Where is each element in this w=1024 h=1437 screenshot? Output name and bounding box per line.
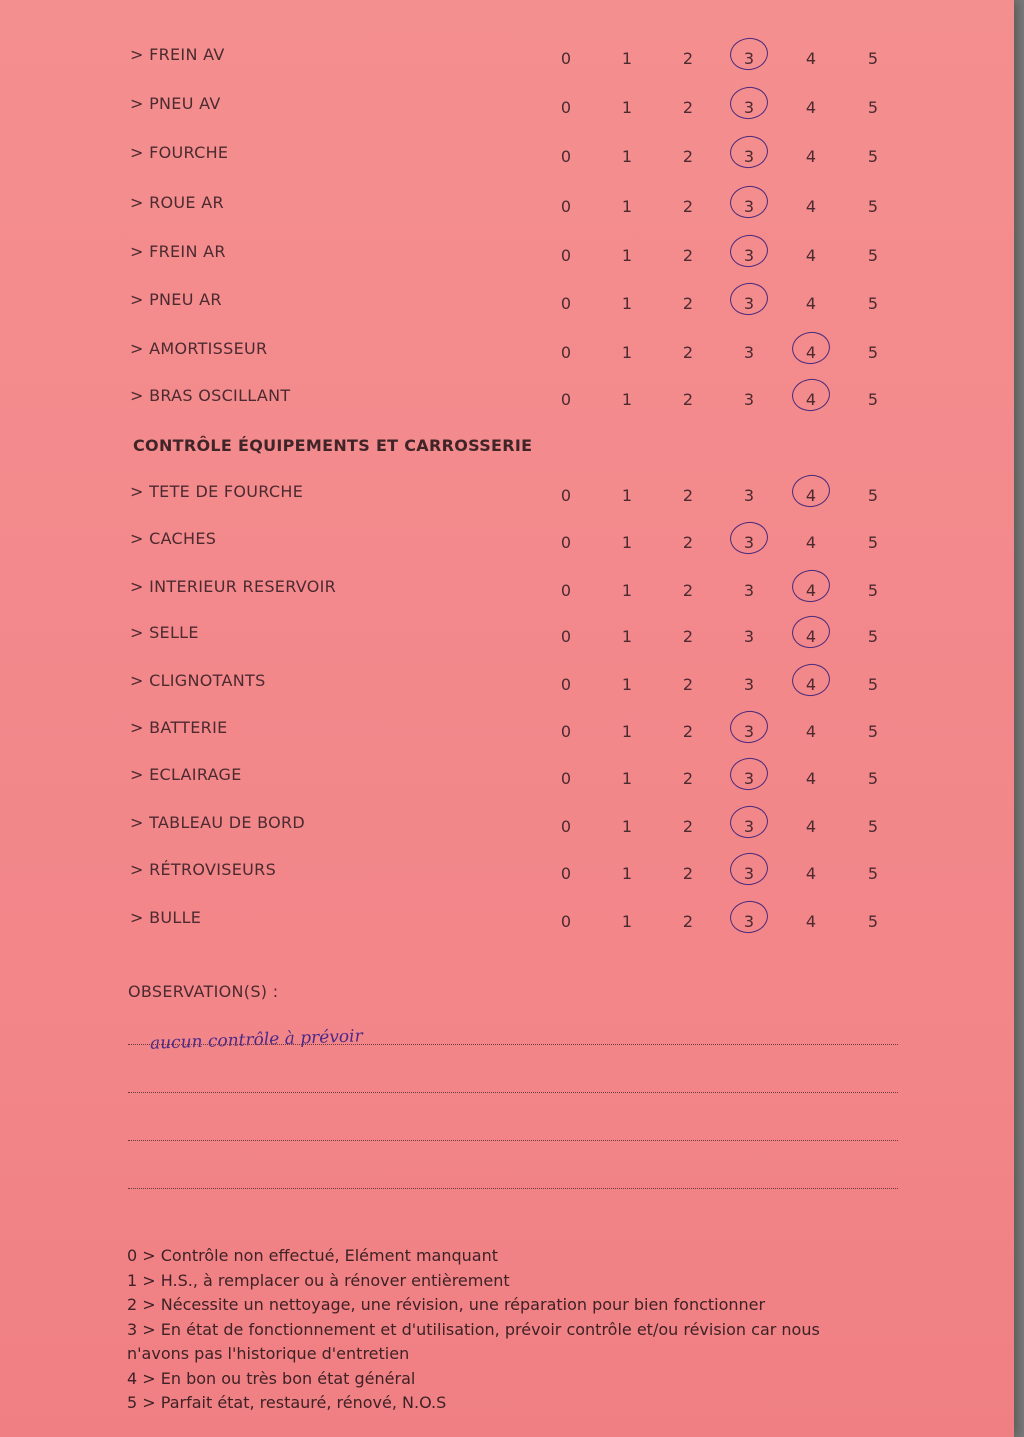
score-option: 5 <box>867 581 879 600</box>
score-option: 2 <box>682 675 694 694</box>
score-option: 4 <box>796 343 826 362</box>
checklist-row <box>0 482 1014 512</box>
score-option: 3 <box>743 343 755 362</box>
legend-line: n'avons pas l'historique d'entretien <box>127 1344 410 1363</box>
score-option: 2 <box>682 817 694 836</box>
item-label: > TABLEAU DE BORD <box>130 813 306 832</box>
score-option: 5 <box>867 627 879 646</box>
checklist-row <box>0 45 1014 75</box>
score-option: 4 <box>805 294 817 313</box>
score-option: 4 <box>805 769 817 788</box>
item-label: > FREIN AR <box>130 242 226 261</box>
score-option: 0 <box>560 864 572 883</box>
score-option: 0 <box>560 817 572 836</box>
observations-title: OBSERVATION(S) : <box>128 982 279 1001</box>
score-option: 5 <box>867 197 879 216</box>
checklist-row <box>0 386 1014 416</box>
score-option: 5 <box>867 864 879 883</box>
score-option: 3 <box>743 627 755 646</box>
item-label: > CACHES <box>130 529 217 548</box>
score-option: 4 <box>805 246 817 265</box>
score-option: 1 <box>621 197 633 216</box>
legend-line: 5 > Parfait état, restauré, rénové, N.O.S <box>127 1393 447 1412</box>
score-option: 0 <box>560 627 572 646</box>
selected-score-circle <box>728 184 770 221</box>
score-option: 5 <box>867 912 879 931</box>
score-option: 1 <box>621 627 633 646</box>
score-option: 4 <box>796 390 826 409</box>
score-option: 2 <box>682 246 694 265</box>
score-option: 4 <box>796 675 826 694</box>
selected-score-circle <box>728 233 770 270</box>
selected-score-circle <box>790 377 832 414</box>
observation-line-3 <box>128 1140 898 1141</box>
section-title-equipment: CONTRÔLE ÉQUIPEMENTS ET CARROSSERIE <box>133 436 533 455</box>
score-option: 5 <box>867 49 879 68</box>
score-option: 3 <box>734 49 764 68</box>
score-option: 0 <box>560 486 572 505</box>
item-label: > ECLAIRAGE <box>130 765 242 784</box>
checklist-row <box>0 529 1014 559</box>
score-option: 0 <box>560 390 572 409</box>
score-option: 4 <box>796 581 826 600</box>
legend-line: 4 > En bon ou très bon état général <box>127 1368 416 1388</box>
score-option: 3 <box>743 581 755 600</box>
score-option: 5 <box>867 343 879 362</box>
item-label: > INTERIEUR RESERVOIR <box>130 577 337 596</box>
score-option: 3 <box>734 912 764 931</box>
selected-score-circle <box>728 134 770 171</box>
score-option: 2 <box>682 390 694 409</box>
score-option: 2 <box>682 486 694 505</box>
score-option: 2 <box>682 49 694 68</box>
score-option: 0 <box>560 533 572 552</box>
checklist-row <box>0 339 1014 369</box>
score-option: 0 <box>560 98 572 117</box>
score-option: 3 <box>734 147 764 166</box>
score-option: 3 <box>734 864 764 883</box>
selected-score-circle <box>728 281 770 318</box>
selected-score-circle <box>728 899 770 936</box>
score-option: 3 <box>734 294 764 313</box>
item-label: > CLIGNOTANTS <box>130 671 266 690</box>
checklist-row <box>0 623 1014 653</box>
score-option: 1 <box>621 294 633 313</box>
score-option: 2 <box>682 627 694 646</box>
score-option: 4 <box>796 627 826 646</box>
item-label: > BULLE <box>130 908 202 927</box>
selected-score-circle <box>790 568 832 605</box>
checklist-row <box>0 577 1014 607</box>
selected-score-circle <box>728 520 770 557</box>
legend-line: 0 > Contrôle non effectué, Elément manquant <box>127 1246 498 1265</box>
score-option: 3 <box>734 722 764 741</box>
selected-score-circle <box>790 330 832 367</box>
score-option: 5 <box>867 675 879 694</box>
score-option: 5 <box>867 294 879 313</box>
score-option: 1 <box>621 49 633 68</box>
selected-score-circle <box>728 804 770 841</box>
item-label: > ROUE AR <box>130 193 224 212</box>
score-option: 3 <box>743 390 755 409</box>
item-label: > FREIN AV <box>130 45 225 64</box>
score-option: 2 <box>682 581 694 600</box>
item-label: > BRAS OSCILLANT <box>130 386 291 405</box>
checklist-row <box>0 290 1014 320</box>
selected-score-circle <box>728 851 770 888</box>
item-label: > PNEU AV <box>130 94 221 113</box>
score-option: 5 <box>867 817 879 836</box>
score-option: 2 <box>682 294 694 313</box>
selected-score-circle <box>790 473 832 510</box>
checklist-row <box>0 671 1014 701</box>
score-option: 1 <box>621 147 633 166</box>
score-option: 2 <box>682 98 694 117</box>
score-option: 0 <box>560 675 572 694</box>
score-option: 2 <box>682 147 694 166</box>
score-option: 4 <box>805 722 817 741</box>
item-label: > BATTERIE <box>130 718 228 737</box>
score-option: 3 <box>734 533 764 552</box>
observation-line-2 <box>128 1092 898 1093</box>
score-option: 1 <box>621 769 633 788</box>
score-option: 3 <box>734 769 764 788</box>
observation-line-1 <box>128 1044 898 1045</box>
score-option: 3 <box>734 246 764 265</box>
selected-score-circle <box>728 36 770 73</box>
score-option: 5 <box>867 533 879 552</box>
score-option: 1 <box>621 486 633 505</box>
score-option: 1 <box>621 390 633 409</box>
item-label: > RÉTROVISEURS <box>130 860 277 879</box>
score-option: 1 <box>621 343 633 362</box>
score-option: 2 <box>682 769 694 788</box>
item-label: > AMORTISSEUR <box>130 339 268 358</box>
score-option: 5 <box>867 486 879 505</box>
score-option: 2 <box>682 912 694 931</box>
score-option: 5 <box>867 769 879 788</box>
score-option: 5 <box>867 246 879 265</box>
score-option: 4 <box>805 98 817 117</box>
score-option: 3 <box>734 817 764 836</box>
score-option: 0 <box>560 722 572 741</box>
checklist-row <box>0 242 1014 272</box>
score-option: 3 <box>734 197 764 216</box>
legend-line: 2 > Nécessite un nettoyage, une révision, une réparation pour bien fonctionner <box>127 1295 766 1314</box>
checklist-row <box>0 860 1014 890</box>
score-option: 4 <box>796 486 826 505</box>
score-option: 4 <box>805 147 817 166</box>
score-option: 4 <box>805 864 817 883</box>
score-option: 2 <box>682 722 694 741</box>
score-option: 0 <box>560 246 572 265</box>
score-option: 3 <box>734 98 764 117</box>
checklist-row <box>0 765 1014 795</box>
score-option: 5 <box>867 390 879 409</box>
score-option: 0 <box>560 912 572 931</box>
checklist-row <box>0 193 1014 223</box>
selected-score-circle <box>790 662 832 699</box>
score-option: 1 <box>621 817 633 836</box>
rating-legend <box>127 1244 907 1416</box>
score-option: 0 <box>560 343 572 362</box>
score-option: 2 <box>682 197 694 216</box>
score-option: 2 <box>682 864 694 883</box>
checklist-row <box>0 718 1014 748</box>
score-option: 1 <box>621 722 633 741</box>
score-option: 1 <box>621 246 633 265</box>
score-option: 0 <box>560 147 572 166</box>
score-option: 4 <box>805 533 817 552</box>
item-label: > SELLE <box>130 623 199 642</box>
score-option: 4 <box>805 817 817 836</box>
checklist-row <box>0 813 1014 843</box>
score-option: 3 <box>743 486 755 505</box>
checklist-row <box>0 908 1014 938</box>
score-option: 0 <box>560 769 572 788</box>
score-option: 4 <box>805 912 817 931</box>
score-option: 1 <box>621 675 633 694</box>
score-option: 4 <box>805 49 817 68</box>
item-label: > PNEU AR <box>130 290 222 309</box>
score-option: 0 <box>560 294 572 313</box>
score-option: 1 <box>621 912 633 931</box>
score-option: 0 <box>560 49 572 68</box>
score-option: 1 <box>621 533 633 552</box>
checklist-row <box>0 143 1014 173</box>
score-option: 1 <box>621 98 633 117</box>
score-option: 2 <box>682 533 694 552</box>
score-option: 5 <box>867 147 879 166</box>
legend-line: 3 > En état de fonctionnement et d'utilisation, prévoir contrôle et/ou révision car nous <box>127 1319 820 1339</box>
score-option: 1 <box>621 864 633 883</box>
score-option: 3 <box>743 675 755 694</box>
checklist-row <box>0 94 1014 124</box>
selected-score-circle <box>790 614 832 651</box>
score-option: 0 <box>560 581 572 600</box>
selected-score-circle <box>728 756 770 793</box>
score-option: 5 <box>867 722 879 741</box>
legend-line: 1 > H.S., à remplacer ou à rénover entièrement <box>127 1270 510 1290</box>
score-option: 0 <box>560 197 572 216</box>
score-option: 1 <box>621 581 633 600</box>
item-label: > FOURCHE <box>130 143 229 162</box>
item-label: > TETE DE FOURCHE <box>130 482 304 501</box>
selected-score-circle <box>728 85 770 122</box>
score-option: 4 <box>805 197 817 216</box>
score-option: 2 <box>682 343 694 362</box>
selected-score-circle <box>728 709 770 746</box>
observations-handwritten-note: aucun contrôle à prévoir <box>149 1026 364 1054</box>
observation-line-4 <box>128 1188 898 1189</box>
score-option: 5 <box>867 98 879 117</box>
